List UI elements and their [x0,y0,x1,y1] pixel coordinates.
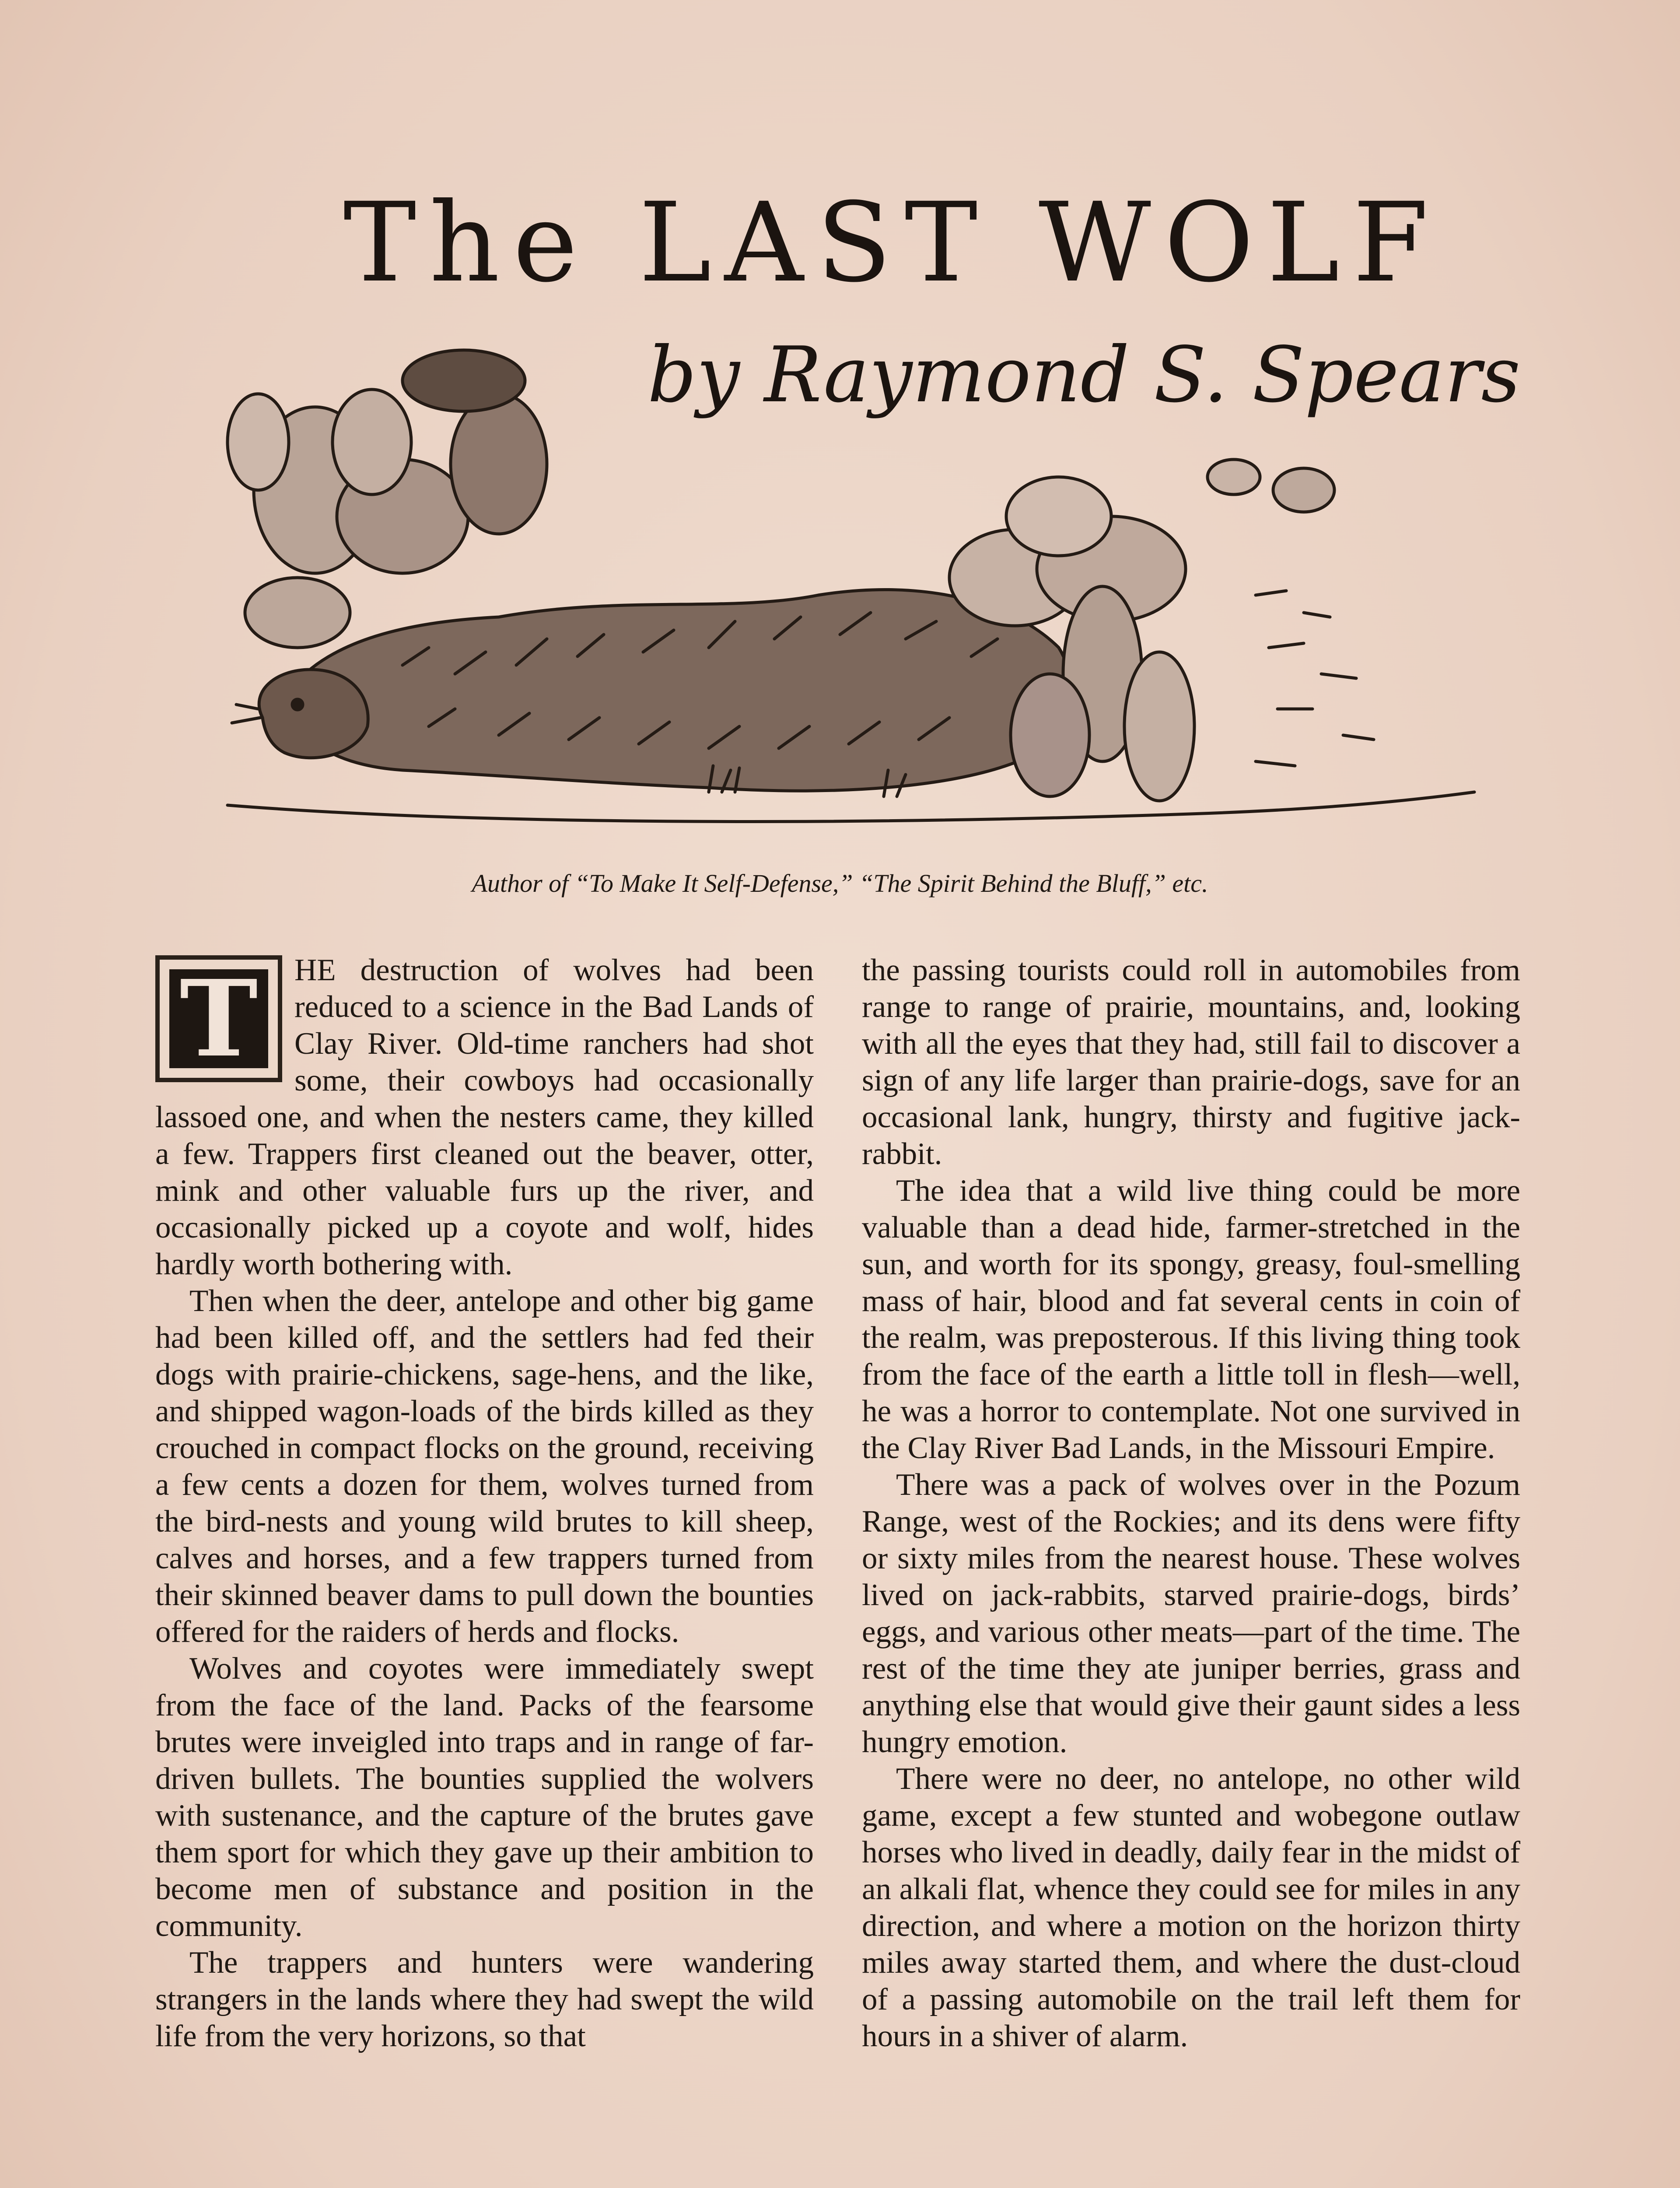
story-byline: by Raymond S. Spears [648,331,1521,420]
paragraph: There was a pack of wolves over in the Pozum Range, west of the Rockies; and its dens were fifty or sixty miles from the nearest house. These wolves lived on jack-rabbits, starved prairie-dogs, birds’ eggs, and various other meats—part of the time. The rest of the time they ate juniper berries, grass and anything else that would give their gaunt sides a less hungry emotion. [862,1468,1520,1759]
wolf-among-cactus-illustration [184,331,1521,858]
drop-cap [155,955,282,1082]
author-credit: Author of “To Make It Self-Defense,” “The Spirit Behind the Bluff,” etc. [472,869,1208,898]
left-column [155,952,814,2055]
paragraph: Wolves and coyotes were immediately swept from the face of the land. Packs of the fearsome brutes were inveigled into traps and in range of far-driven bullets. The bounties supplied the wolvers with sustenance, and the capture of the brutes gave them sport for which they gave up their ambition to become men of substance and position in the community. [155,1652,814,1943]
right-column [862,952,1520,2055]
paragraph: Then when the deer, antelope and other big game had been killed off, and the settlers had fed their dogs with prairie-chickens, sage-hens, and the like, and shipped wagon-loads of the birds killed as they crouched in compact flocks on the ground, receiving a few cents a dozen for them, wolves turned from the bird-nests and young wild brutes to kill sheep, calves and horses, and a few trappers turned from their skinned beaver dams to pull down the bounties offered for the raiders of herds and flocks. [155,1284,814,1649]
paragraph: the passing tourists could roll in automobiles from range to range of prairie, mountains, and, looking with all the eyes that they had, still fail to discover a sign of any life larger than prairie-dogs, save for an occasional lank, hungry, thirsty and fugitive jack-rabbit. [862,953,1520,1171]
paragraph: The idea that a wild live thing could be more valuable than a dead hide, farmer-stretched in the sun, and worth for its spongy, greasy, foul-smelling mass of hair, blood and fat several cents in coin of the realm, was preposterous. If this living thing took from the face of the earth a little toll in flesh—well, he was a horror to contemplate. Not one survived in the Clay River Bad Lands, in the Missouri Empire. [862,1174,1520,1465]
paragraph: The trappers and hunters were wandering strangers in the lands where they had swept the wild life from the very horizons, so that [155,1946,814,2053]
paragraph: There were no deer, no antelope, no other wild game, except a few stunted and wobegone outlaw horses who lived in deadly, daily fear in the midst of an alkali flat, whence they could see for miles in any direction, and where a motion on the horizon thirty miles away started them, and where the dust-cloud of a passing automobile on the trail left them for hours in a shiver of alarm. [862,1762,1520,2053]
story-title: The LAST WOLF [343,179,1442,306]
drop-cap-letter: T [169,969,268,1068]
paragraph: HE destruction of wolves had been reduced to a science in the Bad Lands of Clay River. Old-time ranchers had shot some, their cowboys had occasionally lassoed one, and when the nesters came, they killed a few. Trappers first cleaned out the beaver, otter, mink and other valuable furs up the river, and occasionally picked up a coyote and wolf, hides hardly worth bothering with. [155,953,814,1281]
